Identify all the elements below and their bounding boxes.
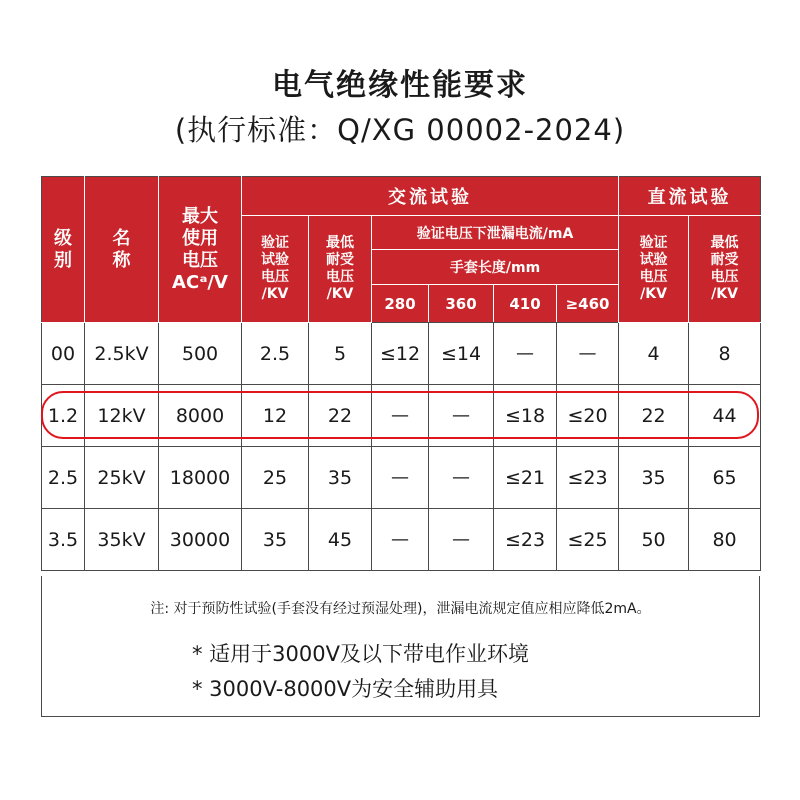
page-title: 电气绝缘性能要求	[272, 68, 528, 103]
cell-dc-proof: 4	[619, 323, 689, 385]
cell-max-voltage: 18000	[159, 447, 242, 509]
standard-subtitle: (执行标准：Q/XG 00002-2024)	[174, 113, 626, 147]
header-length-360: 360	[429, 285, 494, 323]
cell-leak-280: —	[372, 509, 429, 571]
cell-leak-460: ≤20	[557, 385, 619, 447]
cell-max-voltage: 30000	[159, 509, 242, 571]
leakage-note: 注: 对于预防性试验(手套没有经过预湿处理)，泄漏电流规定值应相应降低2mA。	[150, 601, 651, 617]
header-ac-withstand-voltage: 最低 耐受 电压 /KV	[309, 216, 372, 323]
cell-ac-withstand: 35	[309, 447, 372, 509]
table-row	[42, 385, 761, 447]
cell-leak-410: ≤18	[494, 385, 557, 447]
header-max-voltage: 最大 使用 电压 ACᵃ/V	[159, 177, 242, 323]
cell-dc-withstand: 65	[689, 447, 761, 509]
header-level: 级 别	[42, 177, 85, 323]
table-row	[42, 323, 761, 385]
usage-note-2: * 3000V-8000V为安全辅助用具	[192, 677, 499, 701]
header-length-280: 280	[372, 285, 429, 323]
header-length-410: 410	[494, 285, 557, 323]
cell-ac-proof: 12	[242, 385, 309, 447]
cell-leak-460: ≤23	[557, 447, 619, 509]
cell-ac-proof: 35	[242, 509, 309, 571]
header-ac-test: 交流试验	[242, 177, 619, 216]
usage-note-1: * 适用于3000V及以下带电作业环境	[192, 642, 529, 666]
cell-level: 2.5	[42, 447, 85, 509]
cell-ac-proof: 25	[242, 447, 309, 509]
cell-name: 25kV	[85, 447, 159, 509]
cell-dc-proof: 22	[619, 385, 689, 447]
cell-ac-withstand: 5	[309, 323, 372, 385]
cell-level: 1.2	[42, 385, 85, 447]
cell-name: 2.5kV	[85, 323, 159, 385]
cell-leak-410: ≤21	[494, 447, 557, 509]
cell-leak-460: ≤25	[557, 509, 619, 571]
header-dc-proof-voltage: 验证 试验 电压 /KV	[619, 216, 689, 323]
cell-leak-280: —	[372, 447, 429, 509]
cell-leak-360: ≤14	[429, 323, 494, 385]
cell-max-voltage: 500	[159, 323, 242, 385]
cell-leak-460: —	[557, 323, 619, 385]
cell-name: 12kV	[85, 385, 159, 447]
insulation-spec-table	[41, 176, 761, 571]
cell-level: 00	[42, 323, 85, 385]
cell-dc-withstand: 8	[689, 323, 761, 385]
cell-leak-280: ≤12	[372, 323, 429, 385]
cell-level: 3.5	[42, 509, 85, 571]
header-length-460: ≥460	[557, 285, 619, 323]
cell-leak-360: —	[429, 509, 494, 571]
cell-dc-withstand: 44	[689, 385, 761, 447]
cell-leak-360: —	[429, 385, 494, 447]
header-leakage-current: 验证电压下泄漏电流/mA	[372, 216, 619, 250]
table-row	[42, 447, 761, 509]
cell-ac-withstand: 45	[309, 509, 372, 571]
cell-dc-proof: 50	[619, 509, 689, 571]
notes-box	[41, 576, 760, 717]
cell-leak-280: —	[372, 385, 429, 447]
cell-ac-proof: 2.5	[242, 323, 309, 385]
header-name: 名 称	[85, 177, 159, 323]
header-ac-proof-voltage: 验证 试验 电压 /KV	[242, 216, 309, 323]
header-dc-withstand-voltage: 最低 耐受 电压 /KV	[689, 216, 761, 323]
cell-leak-410: —	[494, 323, 557, 385]
cell-dc-withstand: 80	[689, 509, 761, 571]
table-row	[42, 509, 761, 571]
cell-leak-410: ≤23	[494, 509, 557, 571]
cell-max-voltage: 8000	[159, 385, 242, 447]
cell-name: 35kV	[85, 509, 159, 571]
cell-ac-withstand: 22	[309, 385, 372, 447]
header-glove-length: 手套长度/mm	[372, 250, 619, 285]
cell-leak-360: —	[429, 447, 494, 509]
cell-dc-proof: 35	[619, 447, 689, 509]
header-dc-test: 直流试验	[619, 177, 761, 216]
